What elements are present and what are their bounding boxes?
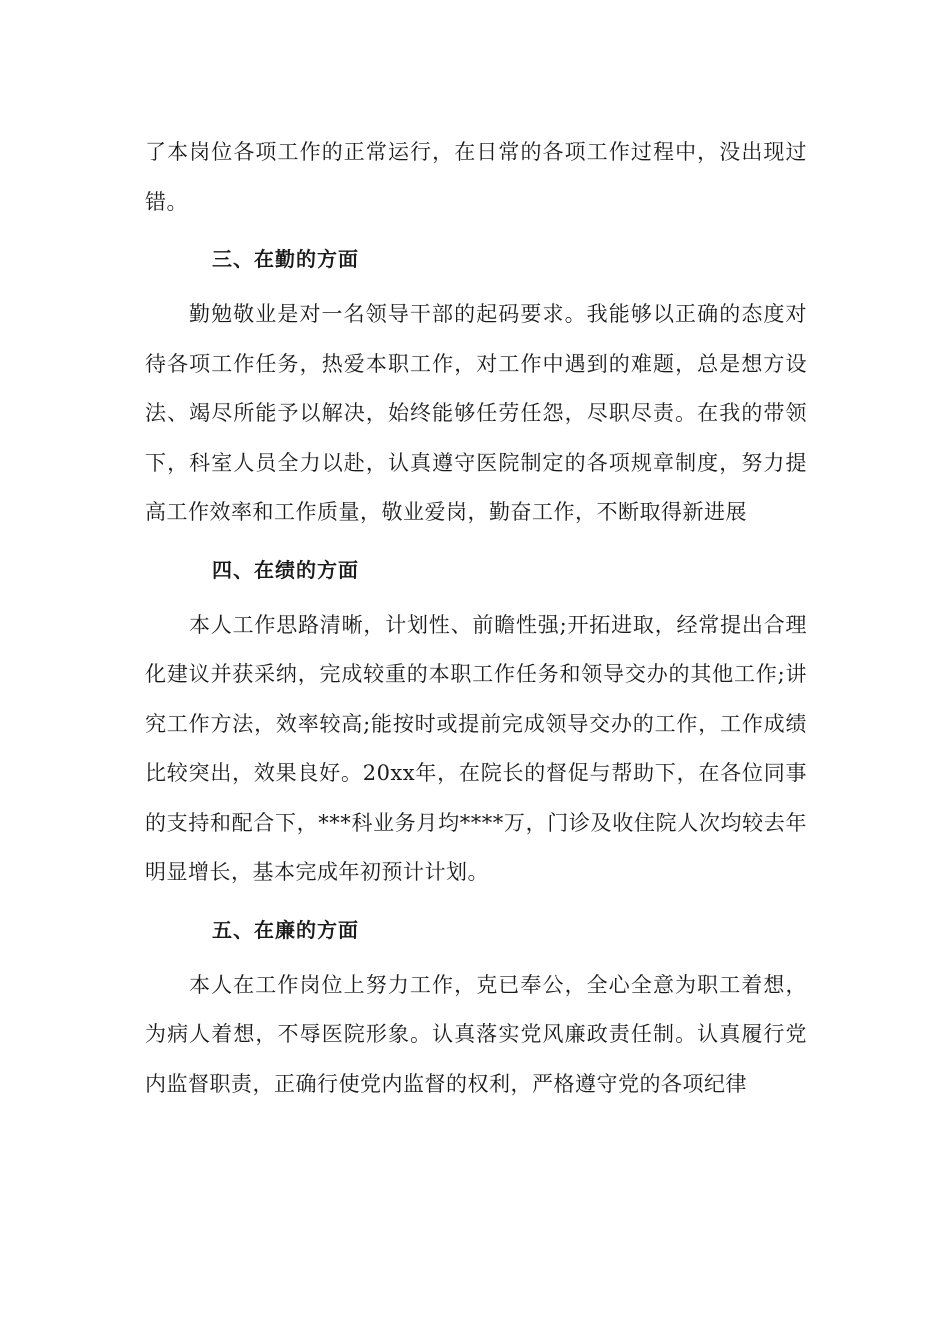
section-heading-diligence: 三、在勤的方面 <box>212 247 359 271</box>
section-heading-performance: 四、在绩的方面 <box>212 557 359 582</box>
paragraph-integrity: 本人在工作岗位上努力工作，克已奉公，全心全意为职工着想，为病人着想，不辱医院形象。认真落实党风廉政责任制。认真履行党内监督职责，正确行使党内监督的权利，严格遵守党的各项纪律 <box>145 972 807 1096</box>
paragraph-performance: 本人工作思路清晰，计划性、前瞻性强;开拓进取，经常提出合理化建议并获采纳，完成较重的本职工作任务和领导交办的其他工作;讲究工作方法，效率较高;能按时或提前完成领导交办的工作，工作成绩比较突出，效果良好。20xx年，在院长的督促与帮助下，在各位同事的支持和配合下，***科业务月均****万，门诊及收住院人次均较去年明显增长，基本完成年初预计计划。 <box>145 612 807 884</box>
document-page <box>145 128 807 1109</box>
paragraph-diligence: 勤勉敬业是对一名领导干部的起码要求。我能够以正确的态度对待各项工作任务，热爱本职工作，对工作中遇到的难题，总是想方设法、竭尽所能予以解决，始终能够任劳任怨，尽职尽责。在我的带领下，科室人员全力以赴，认真遵守医院制定的各项规章制度，努力提高工作效率和工作质量，敬业爱岗，勤奋工作，不断取得新进展 <box>145 302 807 524</box>
section-heading-integrity: 五、在廉的方面 <box>212 917 359 942</box>
paragraph-continued: 了本岗位各项工作的正常运行，在日常的各项工作过程中，没出现过错。 <box>145 140 807 214</box>
